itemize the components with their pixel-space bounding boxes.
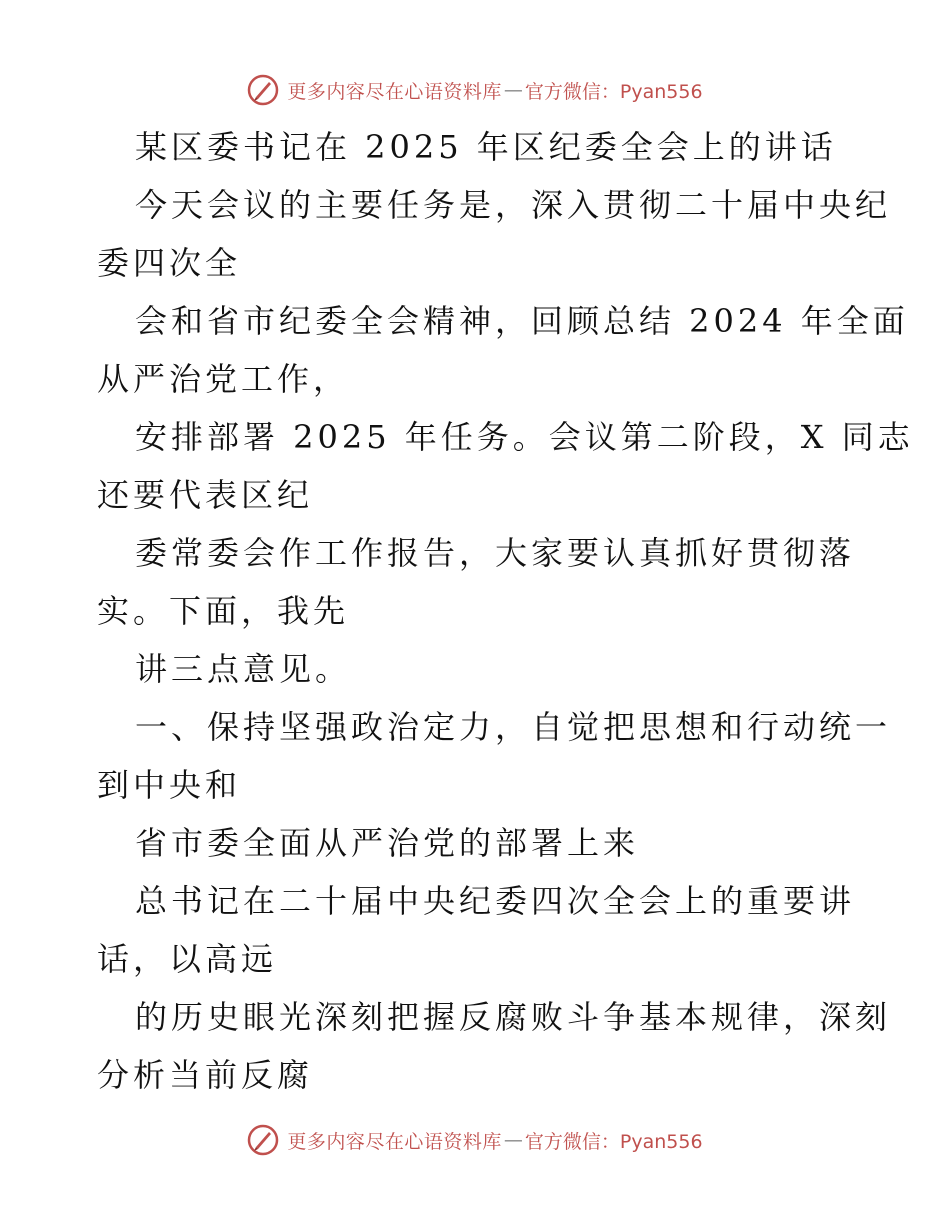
text-line: 委常委会作工作报告，大家要认真抓好贯彻落 xyxy=(135,534,856,572)
text-line: 会和省市纪委全会精神，回顾总结 2024 年全面 xyxy=(135,302,909,340)
text-line: 分析当前反腐 xyxy=(97,1056,314,1094)
document-title: 某区委书记在 2025 年区纪委全会上的讲话 xyxy=(135,128,837,166)
text-line: 今天会议的主要任务是，深入贯彻二十届中央纪 xyxy=(135,186,892,224)
watermark-text: 更多内容尽在心语资料库 xyxy=(287,1130,502,1153)
document-body xyxy=(0,118,950,1104)
quill-pen-icon xyxy=(247,1124,279,1156)
text-line: 从严治党工作， xyxy=(97,360,350,398)
text-line: 省市委全面从严治党的部署上来 xyxy=(135,824,640,862)
text-line: 总书记在二十届中央纪委四次全会上的重要讲 xyxy=(135,882,856,920)
watermark-wechat: 官方微信：Pyan556 xyxy=(524,1130,703,1153)
text-line: 实。下面，我先 xyxy=(97,592,350,630)
text-line: 到中央和 xyxy=(97,766,242,804)
watermark-separator: — xyxy=(503,1129,523,1151)
text-line: 委四次全 xyxy=(97,244,242,282)
watermark-wechat: 官方微信：Pyan556 xyxy=(524,80,703,103)
text-line: 还要代表区纪 xyxy=(97,476,314,514)
watermark-text: 更多内容尽在心语资料库 xyxy=(287,80,502,103)
text-line: 的历史眼光深刻把握反腐败斗争基本规律，深刻 xyxy=(135,998,892,1036)
watermark-footer xyxy=(0,1120,950,1160)
text-line: 安排部署 2025 年任务。会议第二阶段，X 同志 xyxy=(135,418,914,456)
quill-pen-icon xyxy=(247,74,279,106)
watermark-separator: — xyxy=(503,79,523,101)
text-line: 话，以高远 xyxy=(97,940,278,978)
text-line: 讲三点意见。 xyxy=(135,650,352,688)
watermark-header xyxy=(0,70,950,110)
text-line: 一、保持坚强政治定力，自觉把思想和行动统一 xyxy=(135,708,892,746)
